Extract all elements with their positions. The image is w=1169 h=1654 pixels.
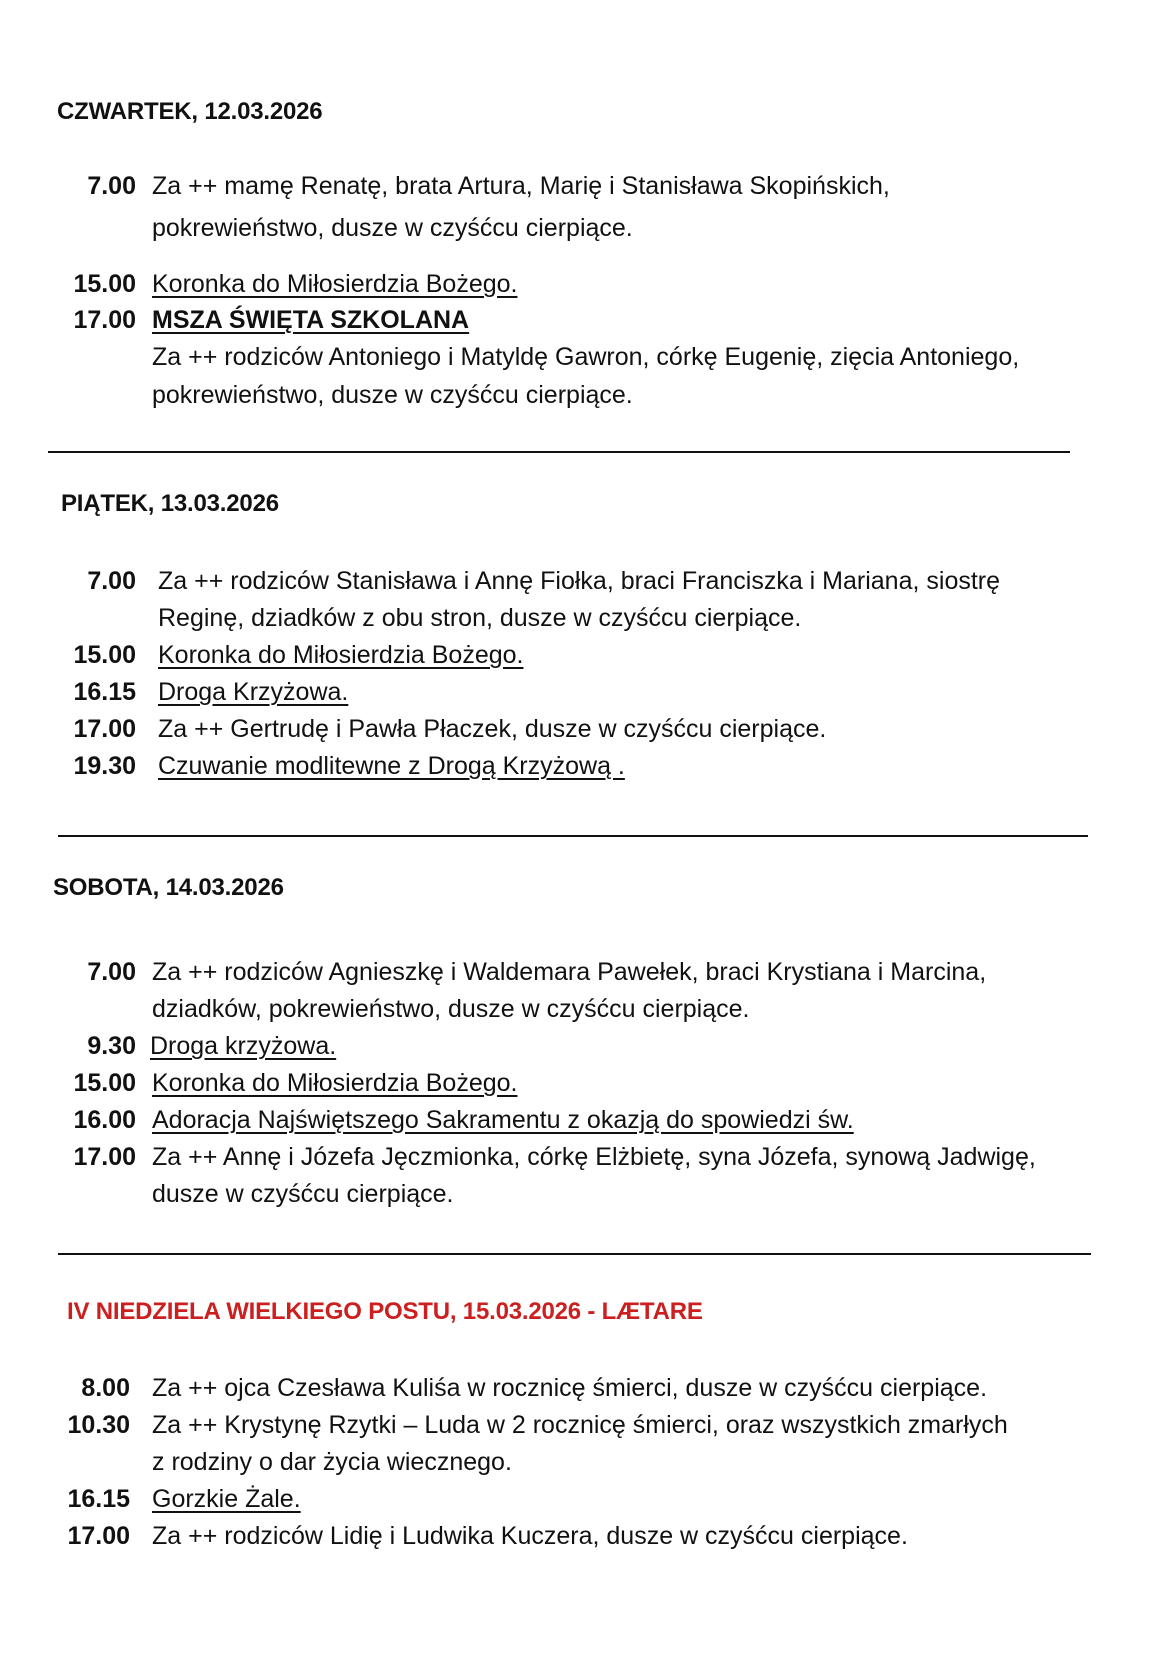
day-title-thursday: CZWARTEK, 12.03.2026 xyxy=(57,98,323,125)
intention-line: dziadków, pokrewieństwo, dusze w czyśćcu cierpiące. xyxy=(152,995,750,1023)
day-title-saturday: SOBOTA, 14.03.2026 xyxy=(53,874,284,901)
mass-time: 17.00 xyxy=(73,306,136,334)
intention-line: Za ++ ojca Czesława Kuliśa w rocznicę śmierci, dusze w czyśćcu cierpiące. xyxy=(152,1374,988,1402)
intention-line: dusze w czyśćcu cierpiące. xyxy=(152,1180,454,1208)
mass-time: 8.00 xyxy=(81,1374,130,1402)
mass-time: 15.00 xyxy=(73,1069,136,1097)
school-mass-title: MSZA ŚWIĘTA SZKOLANA xyxy=(152,306,470,334)
intention-line: pokrewieństwo, dusze w czyśćcu cierpiące. xyxy=(152,381,633,409)
intention-line: Za ++ Krystynę Rzytki – Luda w 2 rocznicę śmierci, oraz wszystkich zmarłych xyxy=(152,1411,1008,1439)
mass-time: 17.00 xyxy=(73,715,136,743)
devotion-link: Koronka do Miłosierdzia Bożego. xyxy=(152,270,518,298)
mass-time: 7.00 xyxy=(87,172,136,200)
intention-line: Reginę, dziadków z obu stron, dusze w czyśćcu cierpiące. xyxy=(158,604,802,632)
devotion-link: Koronka do Miłosierdzia Bożego. xyxy=(158,641,524,669)
devotion-link: Czuwanie modlitewne z Drogą Krzyżową . xyxy=(158,752,625,780)
mass-time: 7.00 xyxy=(87,567,136,595)
devotion-link: Gorzkie Żale. xyxy=(152,1485,301,1513)
mass-time: 17.00 xyxy=(67,1522,130,1550)
section-divider xyxy=(58,1253,1091,1255)
mass-time: 10.30 xyxy=(67,1411,130,1439)
mass-time: 16.00 xyxy=(73,1106,136,1134)
intention-line: Za ++ rodziców Antoniego i Matyldę Gawron, córkę Eugenię, zięcia Antoniego, xyxy=(152,343,1020,371)
mass-time: 15.00 xyxy=(73,641,136,669)
devotion-link: Koronka do Miłosierdzia Bożego. xyxy=(152,1069,518,1097)
mass-time: 17.00 xyxy=(73,1143,136,1171)
section-divider xyxy=(48,451,1070,453)
intention-line: Za ++ rodziców Stanisława i Annę Fiołka, braci Franciszka i Mariana, siostrę xyxy=(158,567,1001,595)
intention-line: Za ++ rodziców Agnieszkę i Waldemara Pawełek, braci Krystiana i Marcina, xyxy=(152,958,987,986)
day-title-sunday: IV NIEDZIELA WIELKIEGO POSTU, 15.03.2026 - LÆTARE xyxy=(67,1298,703,1325)
intention-line: Za ++ Gertrudę i Pawła Płaczek, dusze w czyśćcu cierpiące. xyxy=(158,715,827,743)
mass-time: 7.00 xyxy=(87,958,136,986)
devotion-link: Adoracja Najświętszego Sakramentu z okazją do spowiedzi św. xyxy=(152,1106,854,1134)
intention-line: pokrewieństwo, dusze w czyśćcu cierpiące. xyxy=(152,214,633,242)
devotion-link: Droga Krzyżowa. xyxy=(158,678,349,706)
mass-time: 16.15 xyxy=(67,1485,130,1513)
mass-time: 16.15 xyxy=(73,678,136,706)
mass-time: 9.30 xyxy=(87,1032,136,1060)
intention-line: Za ++ mamę Renatę, brata Artura, Marię i Stanisława Skopińskich, xyxy=(152,172,890,200)
mass-time: 19.30 xyxy=(73,752,136,780)
devotion-link: Droga krzyżowa. xyxy=(150,1032,337,1060)
section-divider xyxy=(58,835,1088,837)
intention-line: Za ++ Annę i Józefa Jęczmionka, córkę Elżbietę, syna Józefa, synową Jadwigę, xyxy=(152,1143,1036,1171)
intention-line: Za ++ rodziców Lidię i Ludwika Kuczera, dusze w czyśćcu cierpiące. xyxy=(152,1522,908,1550)
day-title-friday: PIĄTEK, 13.03.2026 xyxy=(61,490,279,517)
mass-time: 15.00 xyxy=(73,270,136,298)
intention-line: z rodziny o dar życia wiecznego. xyxy=(152,1448,512,1476)
